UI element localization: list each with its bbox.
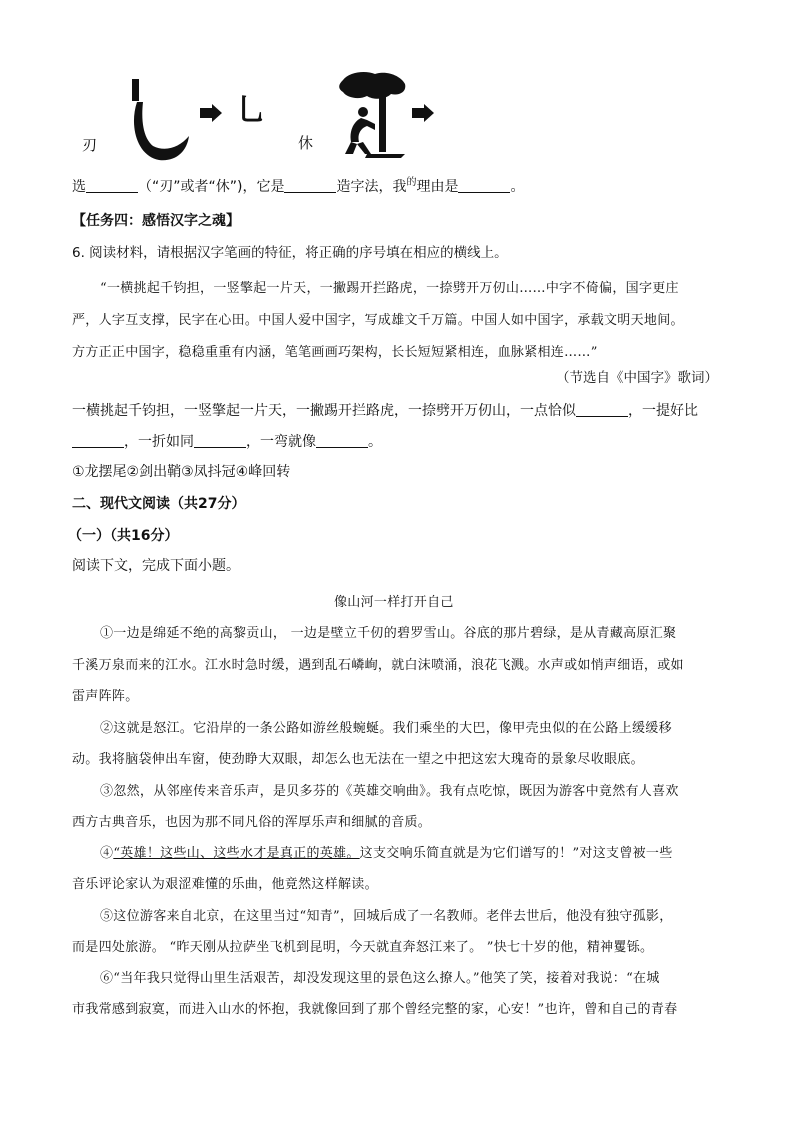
q5-mid1: （“刃”或者“休”)，它是 [138, 179, 285, 195]
arrow-icon-2 [412, 104, 434, 122]
article-p6-line-1: ⑥“当年我只觉得山里生活艰苦，却没发现这里的景色这么撩人。”他笑了笑，接着对我说：“在城 [100, 971, 660, 986]
q6-fill-text-1a: 一横挑起千钧担，一竖擎起一片天，一撇踢开拦路虎，一捺劈开万仞山，一点恰似 [72, 403, 576, 419]
article-title: 像山河一样打开自己 [334, 595, 454, 610]
q5-mid2: 造字法，我 [336, 179, 407, 195]
article-p1-line-3: 雷声阵阵。 [72, 689, 139, 704]
answer-blank-wan[interactable] [316, 435, 368, 448]
answer-blank-2[interactable] [284, 180, 336, 193]
article-p4-rest: 这支交响乐简直就是为它们谱写的！”对这支曾被一些 [359, 846, 673, 861]
q6-fill-text-2c: 。 [368, 434, 382, 450]
article-p4-line-2: 音乐评论家认为艰涩难懂的乐曲，他竟然这样解读。 [72, 877, 378, 892]
answer-blank-1[interactable] [86, 180, 138, 193]
article-p2-line-2: 动。我将脑袋伸出车窗，使劲睁大双眼，却怎么也无法在一望之中把这宏大瑰奇的景象尽收眼底。 [72, 752, 644, 767]
q6-quote-line-2: 严，人字互支撑，民字在心田。中国人爱中国字，写成雄文千万篇。中国人如中国字，承载文明天地间。 [72, 313, 684, 328]
figure-label-ren: 刃 [82, 136, 98, 154]
article-p1-line-1: ①一边是绵延不绝的高黎贡山， 一边是壁立千仞的碧罗雪山。谷底的那片碧绿，是从青藏高原汇聚 [100, 626, 677, 641]
q6-instruction: 6. 阅读材料，请根据汉字笔画的特征，将正确的序号填在相应的横线上。 [72, 245, 508, 261]
q6-source: （节选自《中国字》歌词） [556, 370, 718, 386]
article-p3-line-1: ③忽然，从邻座传来音乐声，是贝多芬的《英雄交响曲》。我有点吃惊，既因为游客中竟然有人喜欢 [100, 784, 679, 799]
ren-ancient-glyph [125, 76, 195, 176]
figure-label-xiu: 休 [298, 134, 314, 152]
article-p6-line-2: 市我常感到寂寞，而进入山水的怀抱，我就像回到了那个曾经完整的家，心安！”也许，曾和自己的青春 [72, 1002, 678, 1017]
article-p5-line-2: 而是四处旅游。 “昨天刚从拉萨坐飞机到昆明，今天就直奔怒江来了。 ”快七十岁的他，精神矍铄。 [72, 940, 654, 955]
article-p4-num: ④ [100, 846, 114, 861]
q5-small-char: 的 [406, 177, 417, 188]
q6-quote-line-1: “一横挑起千钧担，一竖擎起一片天，一撇踢开拦路虎，一捺劈开万仞山……中字不倚偏，国字更庄 [100, 281, 679, 296]
article-p3-line-2: 西方古典音乐，也因为那不同凡俗的浑厚乐声和细腻的音质。 [72, 815, 432, 830]
section2-title: 二、现代文阅读（共27分） [72, 496, 246, 512]
answer-blank-ti[interactable] [72, 435, 124, 448]
article-p2-line-1: ②这就是怒江。它沿岸的一条公路如游丝般蜿蜒。我们乘坐的大巴，像甲壳虫似的在公路上缓缓移 [100, 721, 672, 736]
q6-fill-text-1b: ，一提好比 [628, 403, 698, 419]
q6-fill-line-2 [72, 435, 382, 449]
q5-prefix: 选 [72, 179, 86, 195]
q6-fill-text-2b: ，一弯就像 [246, 434, 316, 450]
q5-mid3: 理由是 [416, 179, 459, 195]
answer-blank-3[interactable] [458, 180, 510, 193]
section2-part1: （一）（共16分） [68, 528, 179, 544]
q6-fill-text-2a: ，一折如同 [124, 434, 194, 450]
q6-options: ①龙摆尾②剑出鞘③凤抖冠④峰回转 [72, 464, 291, 480]
article-p5-line-1: ⑤这位游客来自北京，在这里当过“知青”，回城后成了一名教师。老伴去世后，他没有独守孤影， [100, 909, 673, 924]
article-p1-line-2: 千溪万泉而来的江水。江水时急时缓，遇到乱石嶙峋，就白沫喷涌，浪花飞溅。水声或如悄声细语，或如 [72, 658, 684, 673]
answer-blank-dian[interactable] [576, 404, 628, 417]
task4-title: 【任务四：感悟汉字之魂】 [72, 213, 240, 229]
article-p4-underlined: “英雄！这些山、这些水才是真正的英雄。 [113, 846, 360, 861]
q5-end: 。 [510, 179, 525, 195]
arrow-icon [200, 104, 222, 122]
xiu-tree-person-glyph [335, 70, 410, 160]
answer-blank-zhe[interactable] [194, 435, 246, 448]
q6-quote-line-3: 方方正正中国字，稳稳重重有内涵，笔笔画画巧架构，长长短短紧相连，血脉紧相连……” [72, 345, 598, 360]
section2-instruction: 阅读下文，完成下面小题。 [72, 558, 240, 574]
article-p4-line-1 [100, 842, 673, 861]
q5-line [72, 177, 525, 196]
ren-seal-glyph: 乚 [236, 93, 266, 128]
q6-fill-line-1 [72, 404, 698, 418]
